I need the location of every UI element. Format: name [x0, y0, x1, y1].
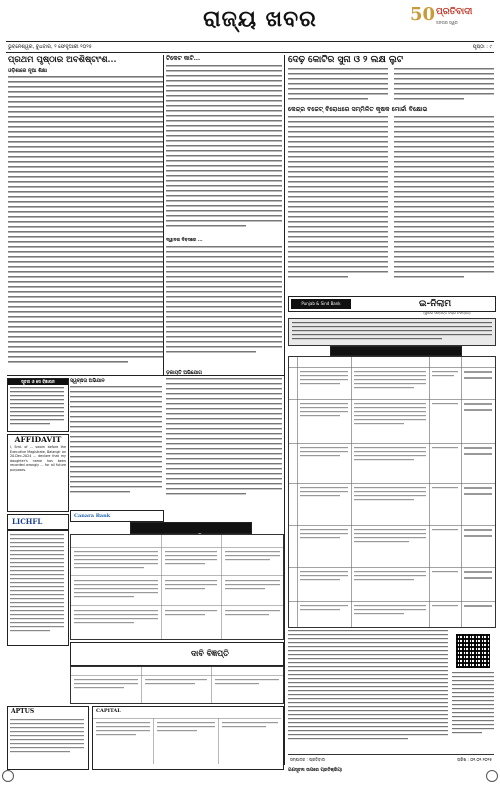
- affidavit-text: I, Smt. of ... sworn before the Executive Magistrate, Balangir on 20-Dec-2024 ... declare that my daughter's name has been recorded wrongly ... for all future purposes.: [10, 445, 66, 472]
- canara-notice-table: [70, 534, 284, 640]
- text-lines: [8, 76, 163, 372]
- mid-article-title: [166, 55, 276, 63]
- newspaper-name: ପ୍ରତିବାଦୀ: [436, 7, 473, 17]
- text-lines: [289, 319, 495, 345]
- newspaper-tagline: ଜନତାର ସ୍ୱର: [436, 20, 458, 25]
- text-lines: [166, 65, 282, 235]
- text-lines: [288, 68, 494, 104]
- lead-subhead: [8, 68, 108, 75]
- right-headline-2-text: କେନ୍ଦ୍ର ବଜେଟ୍ ବିରୋଧରେ ସମ୍ମିଳିତ କୃଷକ ମୋର୍ଚ୍ଚା ବିକ୍ଷୋଭ: [288, 106, 428, 113]
- notice-ad: [7, 378, 69, 432]
- text-lines: [166, 378, 282, 508]
- lead-subhead-text: ଓଡ଼ିଶାରେ ନୂଆ ଶିକ୍ଷା: [8, 68, 47, 74]
- text-lines: [166, 246, 282, 366]
- psb-schedule-title: ସ୍ଥାବର ସମ୍ପତ୍ତିର ବିବରଣୀ: [372, 359, 420, 364]
- text-lines: [288, 630, 448, 750]
- mid-subhead: [166, 238, 266, 244]
- capital-logo: CAPITAL: [96, 708, 121, 714]
- dateline-bar: [6, 41, 494, 53]
- page-number: ପୃଷ୍ଠା : ୯: [472, 44, 492, 50]
- crime-title-text: ଡ଼କାୟତି ଅଭିଯୋଗ: [166, 370, 202, 376]
- demand-notice-header: [70, 642, 284, 666]
- table-grid: [289, 357, 495, 627]
- table-grid: [71, 535, 283, 639]
- bottom-line: [288, 768, 494, 774]
- footer-right: ତାରିଖ : ୦୧.୦୨.୨୦୨୫: [457, 757, 492, 762]
- masthead: [0, 0, 500, 40]
- psb-intro: [288, 318, 496, 346]
- column-rule: [163, 55, 164, 375]
- column-rule: [284, 55, 285, 765]
- notice-ad-title: ସୂଚନା ଓ ସେ ବିଜ୍ଞାପନ: [8, 379, 68, 385]
- affidavit-title: AFFIDAVIT: [14, 435, 62, 444]
- lichfl-logo: LICHFL: [12, 517, 43, 526]
- hygiene-article: [70, 386, 162, 506]
- demand-notice-title: ଦାବି ବିଜ୍ଞପ୍ତି: [191, 648, 229, 658]
- hygiene-title: [70, 378, 160, 384]
- crime-article: [166, 378, 282, 508]
- psb-auction-sub: [400, 311, 494, 316]
- psb-auction-sub-text: (ସ୍ଥାବର ସମ୍ପତ୍ତି ବିକ୍ରି ନିମନ୍ତେ): [423, 311, 471, 315]
- text-lines: [288, 116, 494, 292]
- mid-subhead-text: ଦ୍ୱାଦଶ ଦିବସରେ ...: [166, 238, 203, 243]
- right-headline-2: [288, 106, 494, 114]
- mid-article-body-2: [166, 246, 282, 366]
- psb-property-table: [288, 356, 496, 628]
- ad-footer: [288, 754, 494, 765]
- hygiene-title-text: ସ୍ୱଚ୍ଛତା ଅଭିଯାନ: [70, 378, 105, 384]
- psb-schedule-bar: [330, 346, 462, 364]
- lichfl-ad-body: [7, 530, 69, 646]
- canara-logo: Canara Bank: [74, 513, 111, 519]
- canara-heading-bar: [130, 522, 252, 540]
- aptus-logo: APTUS: [11, 708, 35, 715]
- section-title: ରାଜ୍ୟ ଖବର: [203, 6, 317, 32]
- aptus-ad: [7, 706, 89, 770]
- dateline-date: ଭୁବନେଶ୍ୱର, ବୁଧବାର, ୨ ଫେବୃଆରୀ ୨୦୨୫: [8, 44, 92, 50]
- text-lines: [8, 531, 66, 641]
- table-grid: [93, 716, 281, 766]
- footer-left: ସମ୍ପାଦକ : ପ୍ରତିବାଦୀ: [290, 757, 326, 762]
- row-rule: [7, 375, 284, 376]
- lead-headline-box: [8, 55, 158, 66]
- psb-ad-header: [288, 296, 496, 312]
- right-article-2-body: [288, 116, 494, 292]
- right-headline-1-text: ଦେଢ଼ କୋଟିର ସୁନା ଓ ୨ ଲକ୍ଷ ଲୁଟ: [288, 55, 403, 65]
- capital-ad: [92, 706, 284, 770]
- right-headline-1: [288, 55, 494, 66]
- demand-notice-table: [70, 666, 284, 704]
- mid-article-body: [166, 65, 282, 235]
- right-article-1-body: [288, 68, 494, 104]
- registration-mark: [2, 770, 14, 782]
- text-lines: [452, 672, 494, 750]
- psb-terms-side: [452, 672, 494, 750]
- psb-bank-name: Punjab & Sind Bank: [291, 299, 351, 309]
- qr-code[interactable]: [456, 634, 490, 668]
- affidavit-ad: [7, 434, 69, 512]
- lead-article-body: [8, 76, 163, 372]
- psb-terms: [288, 630, 448, 750]
- mid-article-headline: ଟିକେଟ କାଟି...: [166, 55, 201, 62]
- lichfl-ad-header: [7, 514, 69, 530]
- canara-heading: ସୂଚନା ନୋଟିସ୍: [176, 534, 206, 540]
- anniversary-logo: 50: [410, 4, 436, 25]
- text-lines: [8, 385, 66, 429]
- psb-auction-title: ଇ-ନିଲାମ: [419, 299, 452, 309]
- bottom-line-text: ଗଣସୂଚନା ଉପରେ ପ୍ରତିକ୍ରିୟା: [288, 768, 342, 773]
- lead-headline: ପ୍ରଥମ ପୃଷ୍ଠାର ଅବଶିଷ୍ଟାଂଶ...: [8, 55, 117, 65]
- table-grid: [71, 667, 283, 703]
- text-lines: [8, 717, 86, 765]
- canara-ad-header: [70, 510, 164, 522]
- text-lines: [70, 386, 162, 506]
